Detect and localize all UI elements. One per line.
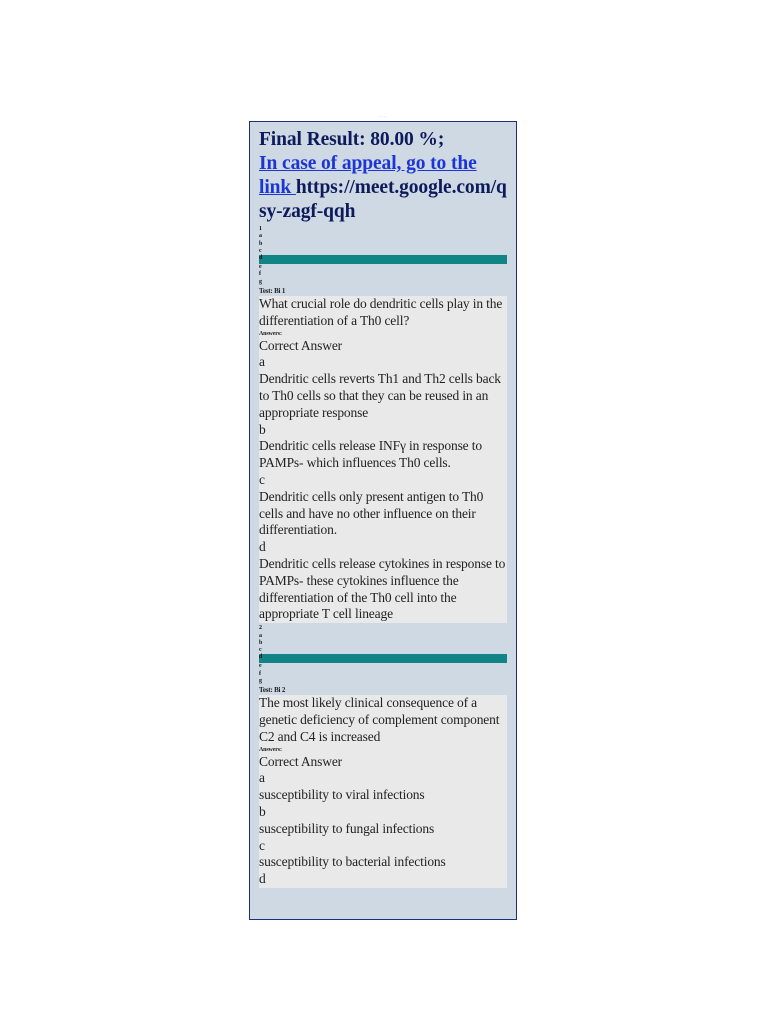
choice-marker-c: c [259, 647, 262, 654]
final-result-title: Final Result: 80.00 %; [259, 129, 445, 150]
result-panel [249, 121, 517, 920]
appeal-link[interactable]: In case of appeal, go to the link [259, 153, 477, 198]
option-letter: a [259, 354, 265, 370]
choice-marker-g: g [259, 678, 262, 684]
correct-answer-label: Correct Answer [259, 337, 343, 353]
appeal-url[interactable]: https://meet.google.com/qsy-zagf-qqh [259, 177, 507, 222]
option-letter: c [259, 472, 265, 488]
choice-marker-d-selected: d [259, 255, 509, 264]
selected-answer-bar [259, 255, 507, 264]
choice-marker-f: f [259, 670, 261, 677]
option-letter: d [259, 539, 266, 555]
question-number: 1 [259, 226, 262, 232]
selected-answer-bar [259, 654, 507, 663]
choice-marker-g: g [259, 278, 262, 285]
choice-marker-e: e [259, 264, 262, 271]
result-content [259, 128, 509, 888]
option-text: Dendritic cells reverts Th1 and Th2 cells back to Th0 cells so that they can be reused in an appropriate response [259, 371, 501, 420]
question-text: What crucial role do dendritic cells play in the differentiation of a Th0 cell? [259, 296, 503, 328]
question-box [259, 695, 507, 888]
correct-answer-label: Correct Answer [259, 753, 343, 769]
option-letter: a [259, 770, 265, 786]
choice-marker-c: c [259, 247, 262, 254]
option-text: Dendritic cells release cytokines in response to PAMPs- these cytokines influence the differentiation of the Th0 cell into the appropriate T cell lineage [259, 556, 506, 622]
option-text: Dendritic cells only present antigen to Th0 cells and have no other influence on their differentiation. [259, 488, 484, 538]
question-label: Test: Bi 1 [259, 287, 286, 296]
option-letter: b [259, 421, 266, 437]
question-box [259, 296, 507, 623]
choice-marker-a: a [259, 632, 262, 639]
option-letter: c [259, 837, 265, 853]
question-1-choice-markers [259, 226, 509, 286]
option-text: susceptibility to fungal infections [259, 820, 435, 836]
option-text: Dendritic cells release INFγ in response to PAMPs- which influences Th0 cells. [259, 438, 482, 471]
choice-marker-b: b [259, 240, 263, 247]
option-letter: d [259, 871, 266, 887]
choice-marker-f: f [259, 271, 261, 278]
answers-label: Answers: [259, 330, 282, 337]
question-number: 2 [259, 625, 262, 632]
option-text: susceptibility to bacterial infections [259, 854, 446, 870]
question-2-choice-markers [259, 625, 509, 685]
choice-marker-b: b [259, 639, 263, 646]
choice-marker-e: e [259, 663, 262, 670]
option-text: susceptibility to viral infections [259, 787, 425, 803]
answers-label: Answers: [259, 746, 282, 753]
appeal-text [259, 152, 509, 224]
choice-marker-a: a [259, 233, 262, 240]
question-label: Test: Bi 2 [259, 686, 286, 695]
choice-marker-d-selected: d [259, 654, 509, 663]
question-text: The most likely clinical consequence of a genetic deficiency of complement component C2 and C4 is increased [259, 695, 500, 744]
option-letter: b [259, 804, 266, 820]
page-mark: — — [378, 113, 387, 118]
